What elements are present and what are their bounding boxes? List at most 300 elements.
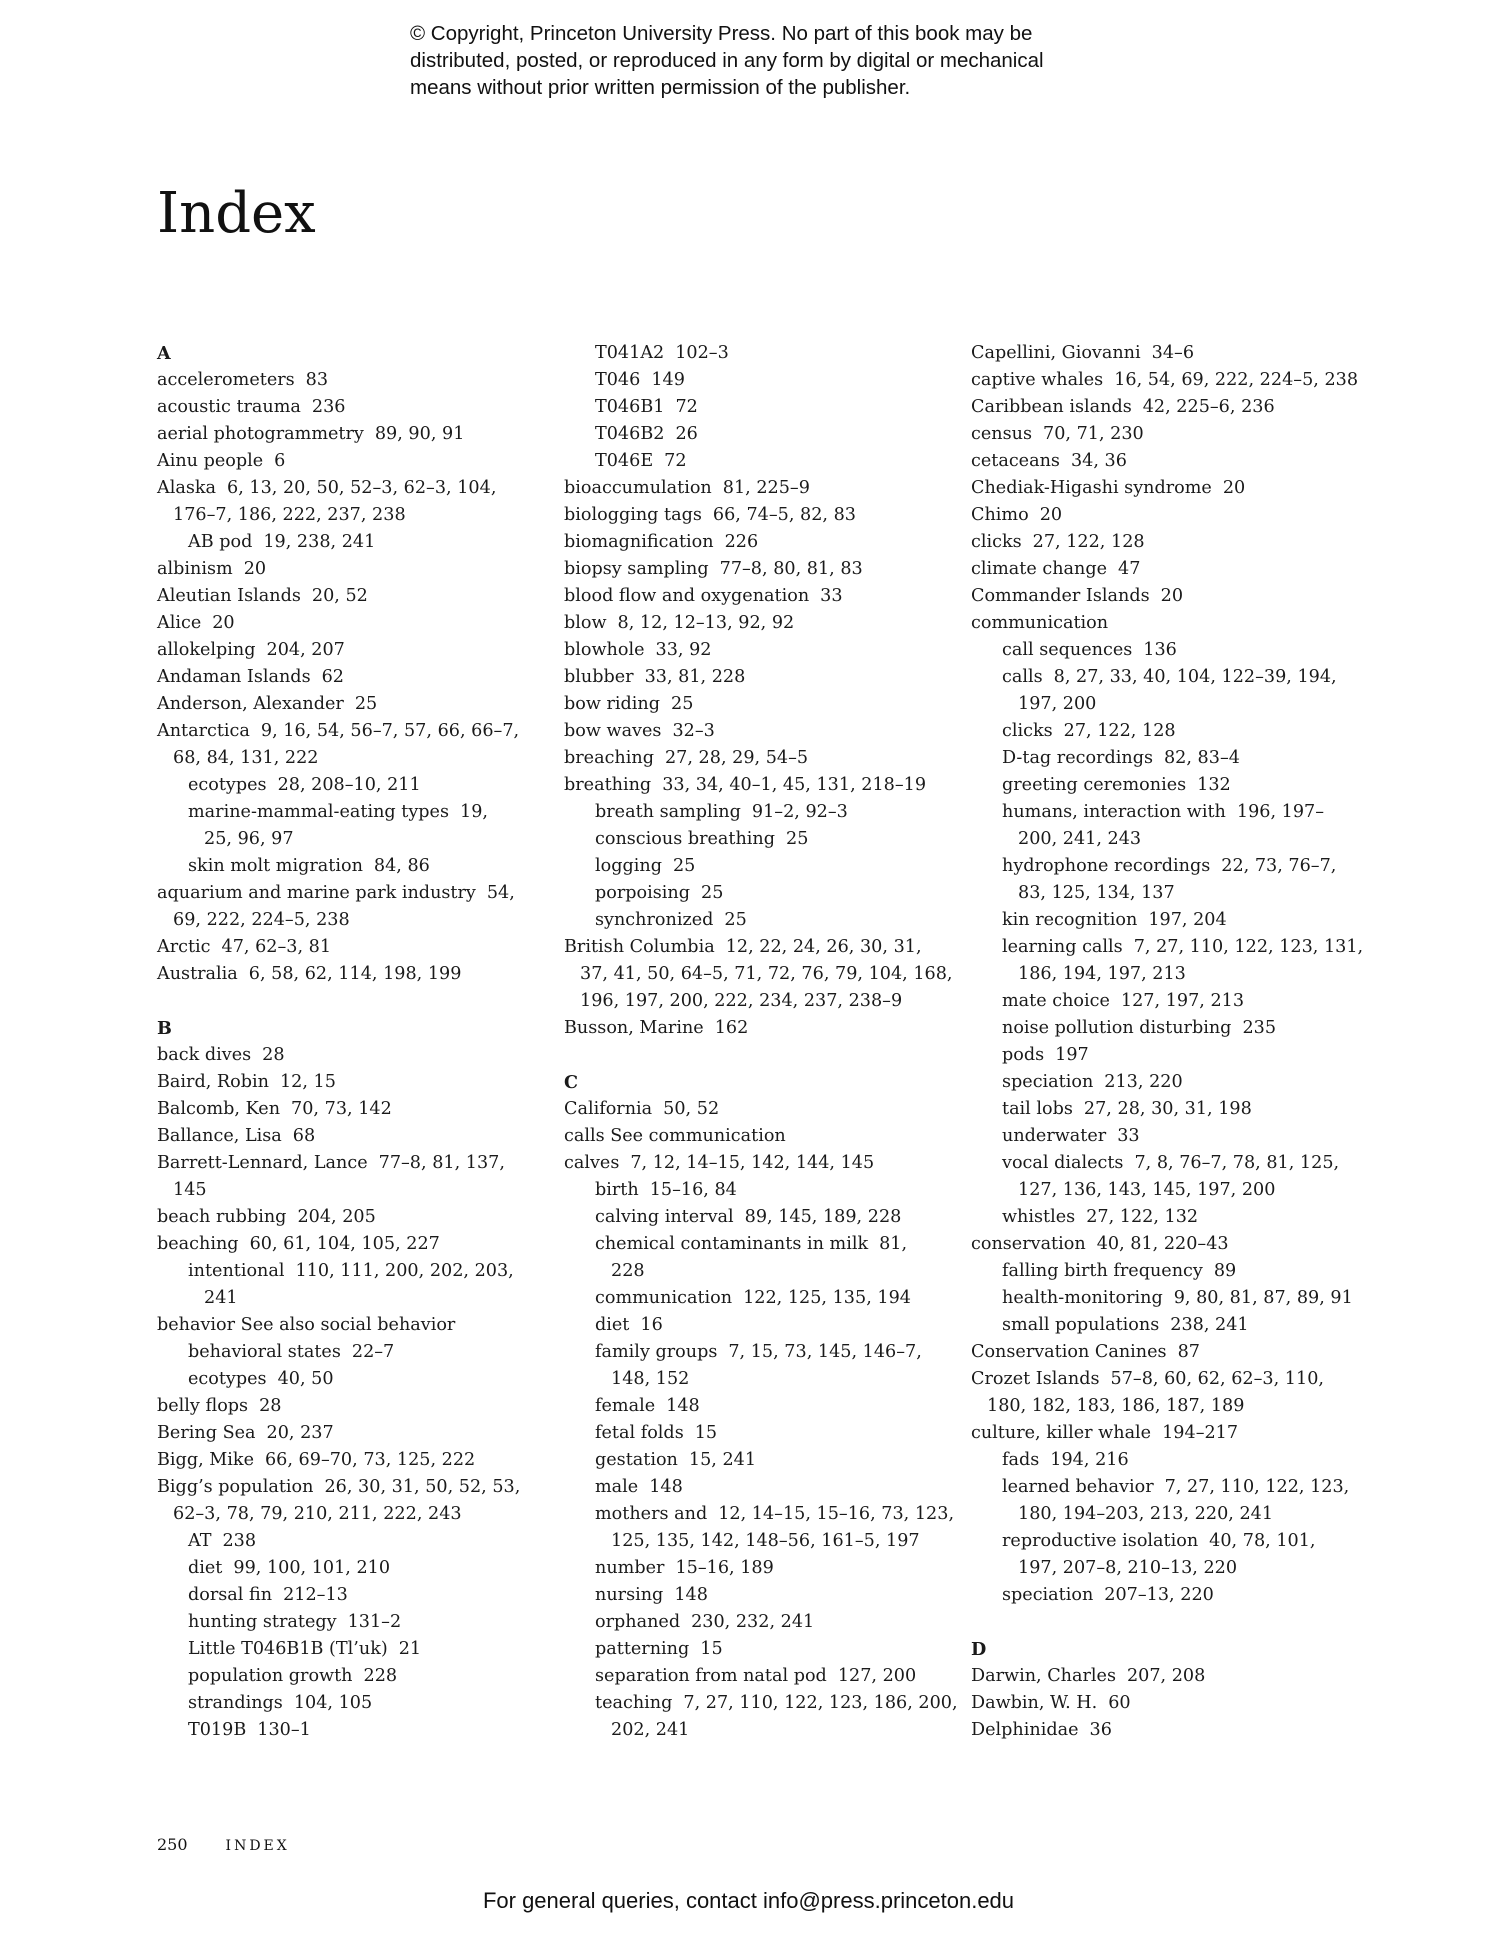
index-subentry — [971, 853, 1381, 880]
index-term: breath sampling — [595, 802, 741, 822]
index-pages: 226 — [724, 532, 759, 552]
index-entry — [157, 1042, 557, 1069]
index-term: Conservation Canines — [971, 1342, 1167, 1362]
index-subentry — [564, 1285, 964, 1312]
index-entry — [971, 475, 1381, 502]
index-term: conservation — [971, 1234, 1086, 1254]
index-entry — [157, 1474, 557, 1501]
index-term: learning calls — [1002, 937, 1123, 957]
index-entry — [157, 664, 557, 691]
index-subentry — [564, 1420, 964, 1447]
index-term: Busson, Marine — [564, 1018, 704, 1038]
index-pages: 26 — [675, 424, 698, 444]
index-entry — [157, 637, 557, 664]
index-subentry — [971, 934, 1381, 961]
index-term: family groups — [595, 1342, 718, 1362]
index-term: male — [595, 1477, 639, 1497]
index-entry — [157, 934, 557, 961]
index-pages: 27, 122, 132 — [1086, 1207, 1199, 1227]
index-pages: 204, 207 — [266, 640, 345, 660]
index-term: Baird, Robin — [157, 1072, 269, 1092]
index-pages: 66, 69–70, 73, 125, 222 — [264, 1450, 476, 1470]
index-entry-continuation: 228 — [611, 1261, 645, 1281]
index-pages: 89, 145, 189, 228 — [744, 1207, 902, 1227]
copyright-line: distributed, posted, or reproduced in any form by digital or mechanical — [410, 49, 1044, 72]
index-pages: 33, 81, 228 — [644, 667, 746, 687]
index-entry-continuation: 69, 222, 224–5, 238 — [173, 910, 350, 930]
index-pages: 34, 36 — [1070, 451, 1127, 471]
index-term: tail lobs — [1002, 1099, 1073, 1119]
index-pages: 197 — [1055, 1045, 1089, 1065]
running-head: INDEX — [225, 1838, 290, 1854]
index-entry — [564, 664, 964, 691]
index-pages: 33 — [1117, 1126, 1140, 1146]
index-term: Caribbean islands — [971, 397, 1132, 417]
index-pages: 83 — [305, 370, 329, 390]
index-term: intentional — [188, 1261, 285, 1281]
index-subentry — [564, 1663, 964, 1690]
index-term: behavior See also social behavior — [157, 1315, 456, 1335]
index-term: blow — [564, 613, 607, 633]
index-pages: 15–16, 189 — [675, 1558, 774, 1578]
index-subentry — [564, 1177, 964, 1204]
index-entry-continuation: 148, 152 — [611, 1369, 690, 1389]
index-term: T041A2 — [595, 343, 665, 363]
index-term: Commander Islands — [971, 586, 1150, 606]
index-subentry — [157, 1555, 557, 1582]
index-entry-continuation: 83, 125, 134, 137 — [1018, 883, 1175, 903]
index-subentry — [157, 1609, 557, 1636]
index-pages: 20 — [1160, 586, 1184, 606]
index-entry — [564, 1150, 964, 1177]
index-term: Crozet Islands — [971, 1369, 1100, 1389]
index-term: calves — [564, 1153, 620, 1173]
contact-line: For general queries, contact info@press.princeton.edu — [482, 1888, 1015, 1913]
index-section-letter: A — [157, 343, 171, 364]
index-pages: 40, 50 — [277, 1369, 334, 1389]
index-pages: 72 — [675, 397, 698, 417]
index-subentry — [971, 1042, 1381, 1069]
index-entry-continuation: 68, 84, 131, 222 — [173, 748, 319, 768]
index-entry — [157, 1123, 557, 1150]
index-pages: 89, 90, 91 — [374, 424, 465, 444]
index-subentry — [564, 907, 964, 934]
index-term: number — [595, 1558, 665, 1578]
index-term: bow waves — [564, 721, 662, 741]
index-subentry — [564, 340, 964, 367]
index-term: bow riding — [564, 694, 661, 714]
index-term: underwater — [1002, 1126, 1107, 1146]
index-subentry — [971, 1474, 1381, 1501]
index-pages: 15 — [700, 1639, 723, 1659]
index-term: communication — [595, 1288, 733, 1308]
index-pages: 7, 27, 110, 122, 123, — [1164, 1477, 1350, 1497]
index-pages: 25 — [724, 910, 747, 930]
index-term: Bigg, Mike — [157, 1450, 254, 1470]
index-term: nursing — [595, 1585, 664, 1605]
index-pages: 66, 74–5, 82, 83 — [712, 505, 856, 525]
index-pages: 207, 208 — [1126, 1666, 1206, 1686]
index-subentry — [157, 1582, 557, 1609]
index-pages: 57–8, 60, 62, 62–3, 110, — [1110, 1369, 1324, 1389]
index-term: California — [564, 1099, 653, 1119]
index-term: logging — [595, 856, 662, 876]
index-term: T046B2 — [595, 424, 665, 444]
index-pages: 197, 204 — [1148, 910, 1227, 930]
index-pages: 132 — [1197, 775, 1231, 795]
index-pages: 127, 200 — [837, 1666, 917, 1686]
index-term: back dives — [157, 1045, 252, 1065]
section-gap — [971, 1609, 1381, 1636]
index-term: diet — [595, 1315, 630, 1335]
index-entry — [971, 502, 1381, 529]
index-entry — [971, 583, 1381, 610]
index-subentry — [157, 799, 557, 826]
index-subentry — [564, 1555, 964, 1582]
index-section-letter: D — [971, 1639, 987, 1660]
index-subentry — [564, 1312, 964, 1339]
index-term: falling birth frequency — [1002, 1261, 1203, 1281]
index-column-3 — [971, 340, 1381, 1744]
index-term: Anderson, Alexander — [157, 694, 344, 714]
index-pages: 8, 27, 33, 40, 104, 122–39, 194, — [1053, 667, 1337, 687]
index-term: aerial photogrammetry — [157, 424, 364, 444]
index-term: Chimo — [971, 505, 1029, 525]
index-pages: 213, 220 — [1104, 1072, 1183, 1092]
copyright-line: means without prior written permission of the publisher. — [410, 76, 911, 99]
index-subentry — [157, 1528, 557, 1555]
index-pages: 204, 205 — [297, 1207, 376, 1227]
index-term: call sequences — [1002, 640, 1133, 660]
index-pages: 36 — [1089, 1720, 1112, 1740]
index-term: clicks — [1002, 721, 1053, 741]
index-pages: 148 — [649, 1477, 683, 1497]
index-term: blood flow and oxygenation — [564, 586, 810, 606]
index-pages: 230, 232, 241 — [691, 1612, 815, 1632]
index-term: culture, killer whale — [971, 1423, 1152, 1443]
index-pages: 19, 238, 241 — [263, 532, 376, 552]
index-pages: 91–2, 92–3 — [751, 802, 848, 822]
index-subentry — [971, 1312, 1381, 1339]
index-term: Andaman Islands — [157, 667, 311, 687]
index-entry-continuation: 180, 194–203, 213, 220, 241 — [1018, 1504, 1274, 1524]
index-subentry — [564, 1582, 964, 1609]
index-subentry — [971, 1069, 1381, 1096]
index-pages: 84, 86 — [373, 856, 430, 876]
index-pages: 50, 52 — [663, 1099, 720, 1119]
index-entry — [157, 1312, 557, 1339]
index-term: skin molt migration — [188, 856, 363, 876]
index-subentry — [564, 1447, 964, 1474]
index-term: allokelping — [157, 640, 256, 660]
index-term: female — [595, 1396, 656, 1416]
page-title: Index — [157, 181, 316, 246]
index-entry — [157, 1069, 557, 1096]
section-gap — [157, 988, 557, 1015]
index-pages: 127, 197, 213 — [1120, 991, 1245, 1011]
index-subentry — [971, 1204, 1381, 1231]
index-term: porpoising — [595, 883, 690, 903]
index-entry-continuation: 196, 197, 200, 222, 234, 237, 238–9 — [580, 991, 903, 1011]
index-pages: 27, 28, 29, 54–5 — [664, 748, 809, 768]
index-subentry — [564, 421, 964, 448]
index-pages: 77–8, 80, 81, 83 — [719, 559, 863, 579]
index-term: beach rubbing — [157, 1207, 287, 1227]
index-term: teaching — [595, 1693, 673, 1713]
index-entry — [564, 745, 964, 772]
index-term: Delphinidae — [971, 1720, 1079, 1740]
index-pages: 25 — [354, 694, 378, 714]
index-term: mothers and — [595, 1504, 708, 1524]
index-pages: 228 — [363, 1666, 398, 1686]
index-entry — [157, 1420, 557, 1447]
index-pages: 33, 92 — [655, 640, 712, 660]
index-subentry — [971, 718, 1381, 745]
index-pages: 21 — [398, 1639, 422, 1659]
index-pages: 122, 125, 135, 194 — [743, 1288, 911, 1308]
index-pages: 60 — [1108, 1693, 1131, 1713]
index-subentry — [564, 1636, 964, 1663]
index-term: humans, interaction with — [1002, 802, 1226, 822]
index-pages: 6 — [274, 451, 286, 471]
index-entry-continuation: 37, 41, 50, 64–5, 71, 72, 76, 79, 104, 168, — [580, 964, 953, 984]
index-entry — [157, 367, 557, 394]
index-pages: 54, — [486, 883, 515, 903]
index-subentry — [971, 772, 1381, 799]
index-pages: 15–16, 84 — [649, 1180, 737, 1200]
index-term: D-tag recordings — [1002, 748, 1153, 768]
index-term: T019B — [188, 1720, 247, 1740]
index-subentry — [564, 1501, 964, 1528]
index-pages: 102–3 — [675, 343, 729, 363]
index-term: population growth — [188, 1666, 353, 1686]
index-entry — [564, 1015, 964, 1042]
index-pages: 7, 27, 110, 122, 123, 186, 200, — [683, 1693, 958, 1713]
index-term: kin recognition — [1002, 910, 1138, 930]
index-pages: 26, 30, 31, 50, 52, 53, — [324, 1477, 521, 1497]
index-pages: 20 — [243, 559, 267, 579]
index-pages: 77–8, 81, 137, — [378, 1153, 505, 1173]
index-entry — [971, 340, 1381, 367]
index-term: Aleutian Islands — [157, 586, 301, 606]
index-entry — [971, 367, 1381, 394]
index-pages: 15, 241 — [688, 1450, 757, 1470]
index-pages: 212–13 — [283, 1585, 348, 1605]
index-term: patterning — [595, 1639, 690, 1659]
index-term: hunting strategy — [188, 1612, 337, 1632]
index-pages: 207–13, 220 — [1104, 1585, 1214, 1605]
index-term: captive whales — [971, 370, 1104, 390]
index-term: Balcomb, Ken — [157, 1099, 281, 1119]
index-term: beaching — [157, 1234, 239, 1254]
index-entry-continuation: 127, 136, 143, 145, 197, 200 — [1018, 1180, 1276, 1200]
index-term: vocal dialects — [1002, 1153, 1124, 1173]
index-term: conscious breathing — [595, 829, 776, 849]
index-pages: 149 — [651, 370, 685, 390]
index-subentry — [157, 1339, 557, 1366]
index-term: speciation — [1002, 1072, 1094, 1092]
index-pages: 9, 80, 81, 87, 89, 91 — [1173, 1288, 1353, 1308]
index-pages: 99, 100, 101, 210 — [233, 1558, 391, 1578]
index-term: Antarctica — [157, 721, 250, 741]
index-pages: 28 — [259, 1396, 282, 1416]
index-entry-continuation: 145 — [173, 1180, 207, 1200]
index-pages: 89 — [1213, 1261, 1237, 1281]
index-term: orphaned — [595, 1612, 681, 1632]
index-term: health-monitoring — [1002, 1288, 1163, 1308]
index-entry — [564, 502, 964, 529]
index-pages: 87 — [1177, 1342, 1200, 1362]
index-entry — [564, 475, 964, 502]
index-term: ecotypes — [188, 1369, 267, 1389]
index-entry — [564, 691, 964, 718]
index-entry-continuation: 200, 241, 243 — [1018, 829, 1142, 849]
index-pages: 81, 225–9 — [722, 478, 810, 498]
index-entry — [971, 529, 1381, 556]
index-subentry — [157, 1636, 557, 1663]
index-subentry — [971, 1123, 1381, 1150]
index-pages: 148 — [674, 1585, 708, 1605]
index-term: fads — [1002, 1450, 1040, 1470]
index-entry — [564, 1096, 964, 1123]
index-term: Australia — [157, 964, 238, 984]
index-pages: 16 — [640, 1315, 663, 1335]
index-pages: 19, — [460, 802, 488, 822]
index-subentry — [564, 1231, 964, 1258]
index-pages: 238 — [222, 1531, 257, 1551]
index-entry — [971, 1231, 1381, 1258]
index-subentry — [564, 448, 964, 475]
index-term: calls See communication — [564, 1126, 786, 1146]
index-subentry — [564, 799, 964, 826]
index-pages: 33 — [820, 586, 843, 606]
index-entry — [971, 1663, 1381, 1690]
index-term: greeting ceremonies — [1002, 775, 1187, 795]
index-entry — [157, 1150, 557, 1177]
index-pages: 12, 22, 24, 26, 30, 31, — [725, 937, 922, 957]
index-entry — [564, 556, 964, 583]
index-term: strandings — [188, 1693, 283, 1713]
index-entry-continuation: 62–3, 78, 79, 210, 211, 222, 243 — [173, 1504, 462, 1524]
index-term: blubber — [564, 667, 634, 687]
index-term: Bering Sea — [157, 1423, 256, 1443]
index-pages: 25 — [671, 694, 694, 714]
index-term: Darwin, Charles — [971, 1666, 1116, 1686]
index-pages: 196, 197– — [1236, 802, 1325, 822]
index-column-1 — [157, 340, 557, 1744]
index-subentry — [157, 1663, 557, 1690]
index-term: Alaska — [157, 478, 217, 498]
index-entry — [157, 1231, 557, 1258]
index-subentry — [157, 529, 557, 556]
index-term: calving interval — [595, 1207, 734, 1227]
index-entry — [564, 637, 964, 664]
index-subentry — [564, 1339, 964, 1366]
index-entry-continuation: 25, 96, 97 — [204, 829, 294, 849]
index-term: blowhole — [564, 640, 645, 660]
index-subentry — [564, 853, 964, 880]
index-term: whistles — [1002, 1207, 1076, 1227]
copyright-notice — [410, 20, 1110, 101]
index-subentry — [971, 907, 1381, 934]
index-subentry — [564, 880, 964, 907]
index-term: small populations — [1002, 1315, 1160, 1335]
index-pages: 12, 15 — [279, 1072, 336, 1092]
index-pages: 70, 71, 230 — [1043, 424, 1144, 444]
index-term: aquarium and marine park industry — [157, 883, 476, 903]
index-term: albinism — [157, 559, 233, 579]
page-footer — [157, 1835, 290, 1854]
index-entry — [971, 1366, 1381, 1393]
index-pages: 15 — [694, 1423, 718, 1443]
index-pages: 25 — [786, 829, 809, 849]
index-pages: 16, 54, 69, 222, 224–5, 238 — [1114, 370, 1359, 390]
index-entry — [157, 583, 557, 610]
index-pages: 82, 83–4 — [1163, 748, 1240, 768]
index-term: accelerometers — [157, 370, 295, 390]
index-subentry — [157, 1717, 557, 1744]
index-subentry — [564, 394, 964, 421]
index-entry — [157, 394, 557, 421]
index-term: mate choice — [1002, 991, 1110, 1011]
index-subentry — [564, 1204, 964, 1231]
index-term: synchronized — [595, 910, 714, 930]
index-subentry — [157, 1258, 557, 1285]
index-entry — [971, 610, 1381, 637]
index-pages: 7, 27, 110, 122, 123, 131, — [1133, 937, 1364, 957]
index-term: Arctic — [157, 937, 211, 957]
index-term: AT — [188, 1531, 212, 1551]
copyright-line: © Copyright, Princeton University Press. No part of this book may be — [410, 22, 1033, 45]
index-term: gestation — [595, 1450, 678, 1470]
index-subentry — [971, 988, 1381, 1015]
index-pages: 20, 237 — [266, 1423, 334, 1443]
index-term: belly flops — [157, 1396, 249, 1416]
index-pages: 6, 58, 62, 114, 198, 199 — [248, 964, 462, 984]
index-pages: 20 — [1039, 505, 1063, 525]
index-subentry — [971, 637, 1381, 664]
index-entry — [157, 1447, 557, 1474]
index-subentry — [971, 1285, 1381, 1312]
index-term: separation from natal pod — [595, 1666, 827, 1686]
index-pages: 162 — [714, 1018, 749, 1038]
index-term: birth — [595, 1180, 639, 1200]
index-term: calls — [1002, 667, 1043, 687]
index-pages: 27, 28, 30, 31, 198 — [1083, 1099, 1252, 1119]
index-pages: 7, 12, 14–15, 142, 144, 145 — [630, 1153, 875, 1173]
index-subentry — [157, 772, 557, 799]
index-pages: 72 — [664, 451, 687, 471]
index-pages: 27, 122, 128 — [1032, 532, 1145, 552]
index-term: census — [971, 424, 1032, 444]
index-entry-continuation: 176–7, 186, 222, 237, 238 — [173, 505, 406, 525]
index-pages: 62 — [321, 667, 344, 687]
index-pages: 81, — [879, 1234, 908, 1254]
index-term: bioaccumulation — [564, 478, 712, 498]
index-entry — [157, 691, 557, 718]
index-pages: 9, 16, 54, 56–7, 57, 66, 66–7, — [260, 721, 520, 741]
index-pages: 28 — [262, 1045, 285, 1065]
index-term: pods — [1002, 1045, 1045, 1065]
index-subentry — [564, 1393, 964, 1420]
index-entry — [971, 556, 1381, 583]
index-pages: 136 — [1143, 640, 1177, 660]
index-term: acoustic trauma — [157, 397, 301, 417]
index-entry — [564, 529, 964, 556]
index-entry — [564, 934, 964, 961]
index-pages: 20 — [1222, 478, 1246, 498]
index-entry — [157, 880, 557, 907]
